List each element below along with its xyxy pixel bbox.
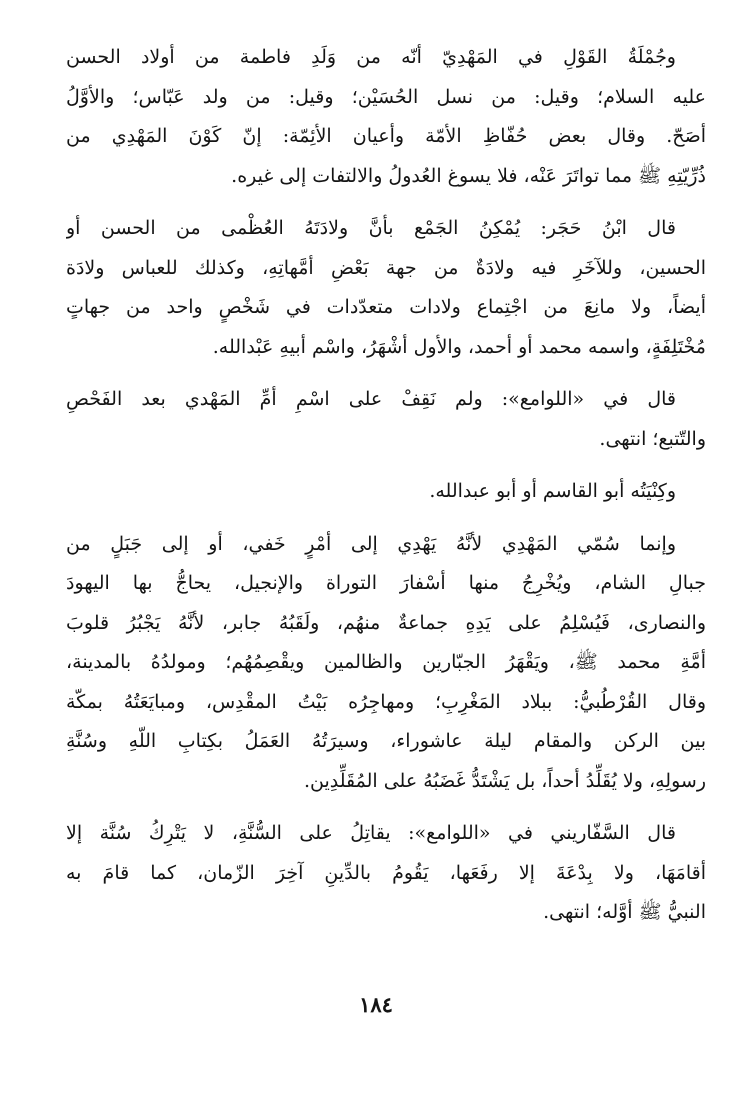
page-number: ١٨٤ xyxy=(359,992,393,1017)
paragraph xyxy=(66,38,706,196)
paragraph xyxy=(66,209,706,367)
text-line: قال في «اللوامع»: ولم نَقِفْ على اسْمِ أمِّ المَهْدي بعد الفَحْصِ xyxy=(66,388,676,410)
text-line: عليه السلام؛ وقيل: من نسل الحُسَيْن؛ وقيل: من ولد عَبّاس؛ والأوَّلُ xyxy=(66,85,706,108)
text-line: وجُمْلَةُ القَوْلِ في المَهْدِيّ أنّه من وَلَدِ فاطمة من أولاد الحسن xyxy=(66,46,676,68)
text-line: والنصارى، فَيُسْلِمُ على يَدِهِ جماعةٌ منهُم، ولَقَبُهُ جابر، لأنَّهُ يَجْبُرُ قلوبَ xyxy=(66,611,706,634)
text-line: أمَّةِ محمد ﷺ، ويَقْهَرُ الجبّارين والظالمين ويقْصِمُهُم؛ ومولدُهُ بالمدينة، xyxy=(66,651,706,673)
text-line: وقال القُرْطُبيُّ: ببلاد المَغْرِبِ؛ ومهاجِرُه بَيْتُ المقْدِس، ومبايَعَتُهُ بمكّة xyxy=(66,690,706,713)
text-line: أصَحّ. وقال بعض حُفّاظِ الأمّة وأعيان الأئِمّة: إنّ كَوْنَ المَهْدِي من xyxy=(66,125,706,147)
text-line: رسولِهِ، ولا يُقَلِّدُ أحداً، بل يَشْتَدُّ غَضَبُهُ على المُقَلِّدِين. xyxy=(303,769,706,792)
paragraph xyxy=(66,525,706,802)
text-line: ذُرِّيّتِهِ ﷺ مما تواتَرَ عَنْه، فلا يسوغ العُدولُ والالتفات إلى غيره. xyxy=(231,164,706,187)
text-line: والتّتبع؛ انتهى. xyxy=(599,427,706,450)
paragraph xyxy=(66,472,706,512)
text-line: النبيُّ ﷺ أوَّله؛ انتهى. xyxy=(543,901,706,923)
text-line: جبالِ الشام، ويُخْرِجُ منها أسْفارَ التوراة والإنجيل، يحاجُّ بها اليهودَ xyxy=(66,572,706,594)
paragraph xyxy=(66,380,706,459)
text-line: قال ابْنُ حَجَر: يُمْكِنُ الجَمْع بأنَّ ولادَتَهُ العُظْمى من الحسن أو xyxy=(66,217,676,239)
text-line: وكِنْيَتُه أبو القاسم أو أبو عبدالله. xyxy=(429,480,676,502)
text-line: قال السَّفّاريني في «اللوامع»: يقاتِلُ على السُّنَّةِ، لا يَتْرِكُ سُنَّة إلا xyxy=(66,822,676,844)
text-line: الحسين، وللآخَرِ فيه ولادَةٌ من جهة بَعْضِ أمَّهاتِهِ، وكذلك للعباس ولادَة xyxy=(66,256,706,279)
text-line: بين الركن والمقام ليلة عاشوراء، وسيرَتُهُ العَمَلُ بكِتابِ اللّهِ وسُنَّةِ xyxy=(66,730,706,752)
paragraph xyxy=(66,814,706,933)
text-line: وإنما سُمّي المَهْدِي لأنَّهُ يَهْدِي إلى أمْرٍ خَفي، أو إلى جَبَلٍ من xyxy=(66,532,676,555)
text-line: أقامَهَا، ولا بِدْعَةَ إلا رفَعَها، يَقُومُ بالدِّينِ آخِرَ الزّمان، كما قامَ به xyxy=(66,861,706,884)
page-body xyxy=(66,38,706,946)
text-line: مُخْتَلِفَةٍ، واسمه محمد أو أحمد، والأول أشْهَرُ، واسْم أبيهِ عَبْدالله. xyxy=(212,335,706,358)
text-line: أيضاً، ولا مانِعَ من اجْتِماع ولادات متعدّدات في شَخْصٍ واحد من جهاتٍ xyxy=(66,296,706,318)
